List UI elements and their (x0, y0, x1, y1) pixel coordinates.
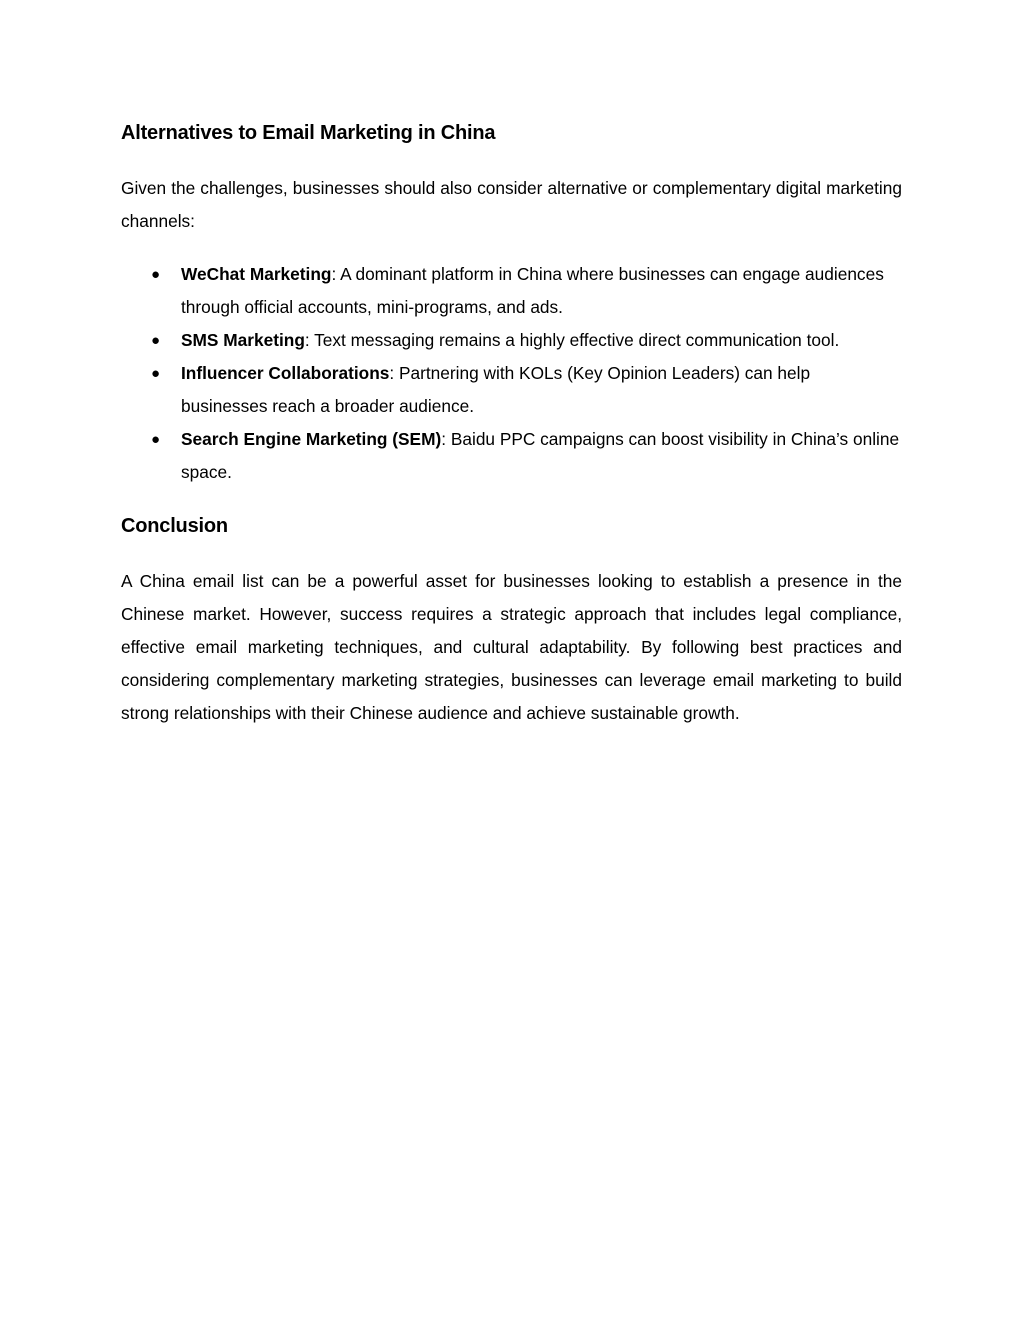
bullet-text: : Text messaging remains a highly effective direct communication tool. (304, 330, 840, 350)
bullet-term: Search Engine Marketing (SEM) (181, 429, 442, 449)
alternatives-heading: Alternatives to Email Marketing in China (121, 122, 496, 144)
bullet-term: Influencer Collaborations (181, 363, 390, 383)
document-content (121, 116, 902, 730)
bullet-term: SMS Marketing (181, 330, 305, 350)
alternatives-intro: Given the challenges, businesses should also consider alternative or complementary digital marketing channels: (121, 178, 902, 231)
bullet-term: WeChat Marketing (181, 264, 332, 284)
bullet-text: : A dominant platform in China where businesses can engage audiences through official accounts, mini-programs, and ads. (181, 264, 884, 317)
bullet-text: : Partnering with KOLs (Key Opinion Leaders) can help businesses reach a broader audience. (181, 363, 811, 416)
bullet-icon: ● (151, 332, 161, 349)
list-item-wechat (121, 258, 901, 324)
bullet-text: : Baidu PPC campaigns can boost visibility in China’s online space. (181, 429, 900, 482)
bullet-icon: ● (151, 431, 161, 448)
conclusion-body: A China email list can be a powerful asset for businesses looking to establish a presence in the Chinese market. However, success requires a strategic approach that includes legal compliance, effective email marketing techniques, and cultural adaptability. By following best practices and considering complementary marketing strategies, businesses can leverage email marketing to build strong relationships with their Chinese audience and achieve sustainable growth. (121, 571, 902, 723)
conclusion-heading: Conclusion (121, 515, 228, 537)
bullet-icon: ● (151, 266, 161, 283)
list-item-sms (121, 324, 901, 357)
alternatives-list (121, 258, 902, 489)
list-item-influencer (121, 357, 901, 423)
list-item-sem (121, 423, 901, 489)
bullet-icon: ● (151, 365, 161, 382)
